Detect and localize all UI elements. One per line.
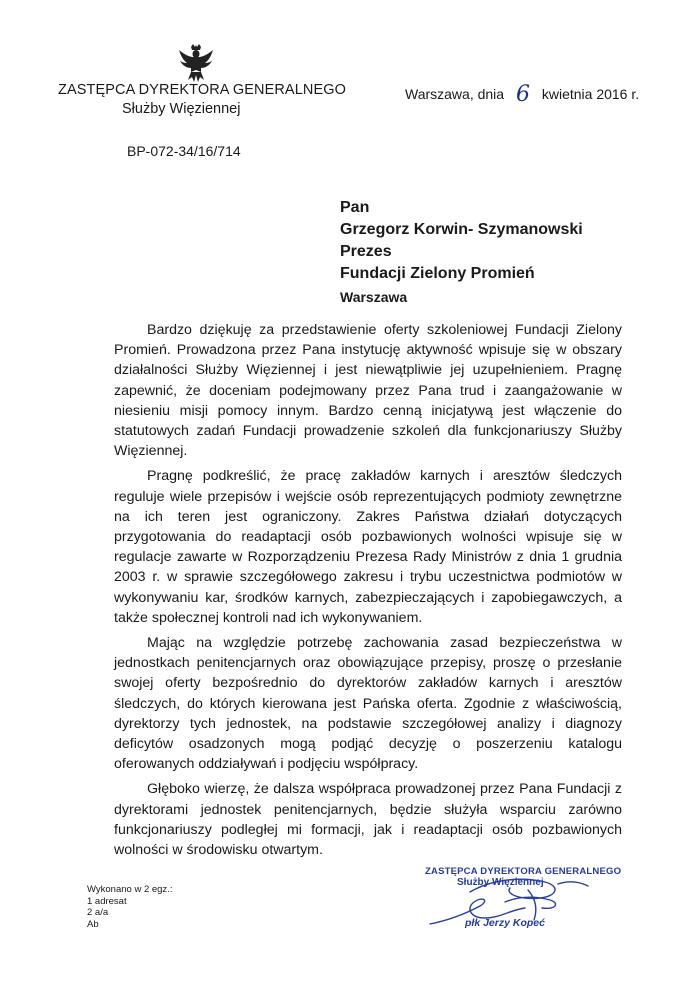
copies-line: 1 adresat bbox=[87, 895, 127, 907]
recipient-salutation: Pan bbox=[340, 199, 370, 216]
body-paragraph: Bardzo dziękuję za przedstawienie oferty szkoleniowej Fundacji Zielony Promień. Prowadzona przez Pana instytucję aktywność wpisuje się w obszary działalności Służby Więziennej i jest niewątpliwie jej uzupełnieniem. Pragnę zapewnić, że doceniam podejmowany przez Pana trud i zaangażowanie w niesieniu misji pomocy innym. Bardzo cenną inicjatywą jest włączenie do statutowych zadań Fundacji prowadzenie szkoleń dla funkcjonariuszy Służby Więziennej. bbox=[114, 322, 622, 460]
recipient-city: Warszawa bbox=[340, 289, 408, 305]
issuer-subtitle: Służby Więziennej bbox=[122, 101, 241, 117]
recipient-name: Grzegorz Korwin- Szymanowski bbox=[340, 221, 583, 238]
letter-body bbox=[114, 320, 622, 865]
date-suffix: kwietnia 2016 r. bbox=[541, 86, 640, 102]
date-prefix: Warszawa, dnia bbox=[405, 86, 505, 102]
body-paragraph: Pragnę podkreślić, że pracę zakładów karnych i aresztów śledczych reguluje wiele przepisów i wejście osób reprezentujących podmioty zewnętrzne na ich teren jest ograniczony. Zakres Państwa działań dotyczących przygotowania do readaptacji osób pozbawionych wolności wpisuje się w regulacje zawarte w Rozporządzeniu Prezesa Rady Ministrów z dnia 1 grudnia 2003 r. w sprawie szczegółowego zakresu i trybu uczestnictwa podmiotów w wykonywaniu kar, środków karnych, zabezpieczających i zapobiegawczych, a także społecznej kontroli nad ich wykonywaniem. bbox=[114, 468, 622, 626]
date-day-handwritten: 6 bbox=[515, 82, 530, 107]
copies-line: Ab bbox=[87, 918, 99, 930]
recipient-position: Prezes bbox=[340, 243, 392, 260]
polish-eagle-emblem-icon bbox=[178, 44, 214, 84]
recipient-organization: Fundacji Zielony Promień bbox=[340, 265, 535, 282]
issuer-title: ZASTĘPCA DYREKTORA GENERALNEGO bbox=[58, 82, 346, 98]
stamp-signatory: płk Jerzy Kopeć bbox=[465, 917, 545, 929]
body-paragraph: Mając na względzie potrzebę zachowania zasad bezpieczeństwa w jednostkach penitencjarnych oraz obowiązujące przepisy, proszę o przesłanie swojej oferty bezpośrednio do dyrektorów zakładów karnych i aresztów śledczych, do których kierowana jest Pańska oferta. Zgodnie z właściwością, dyrektorzy tych jednostek, na podstawie szczegółowej analizy i diagnozy deficytów osadzonych mogą podjąć decyzję o poszerzeniu katalogu oferowanych oddziaływań i podjęciu współpracy. bbox=[114, 635, 622, 773]
reference-number: BP-072-34/16/714 bbox=[127, 143, 241, 159]
copies-line: 2 a/a bbox=[87, 907, 109, 918]
copies-note bbox=[87, 884, 172, 930]
official-stamp bbox=[425, 866, 625, 929]
body-paragraph: Głęboko wierzę, że dalsza współpraca prowadzonej przez Pana Fundacji z dyrektorami jednostek penitencjarnych, będzie służyła wsparciu zarówno funkcjonariuszy podległej mi formacji, jak i readaptacji osób pozbawionych wolności w środowisku otwartym. bbox=[114, 781, 622, 859]
stamp-title: ZASTĘPCA DYREKTORA GENERALNEGO bbox=[425, 866, 622, 877]
stamp-subtitle: Służby Więziennej bbox=[457, 877, 544, 888]
date-line bbox=[405, 80, 639, 105]
copies-line: Wykonano w 2 egz.: bbox=[87, 884, 173, 895]
